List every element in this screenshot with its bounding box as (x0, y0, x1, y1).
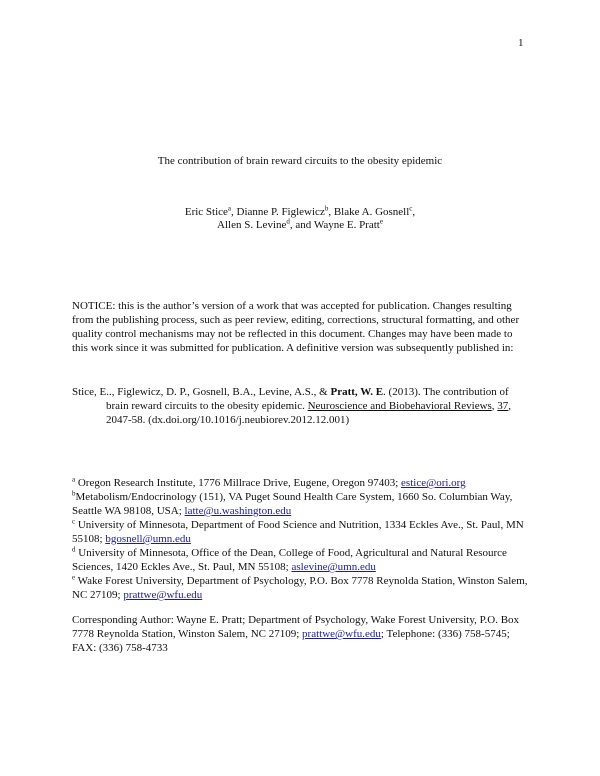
corresponding-author: Corresponding Author: Wayne E. Pratt; Department of Psychology, Wake Forest University, P.O. Box 7778 Reynolda Station, Winston Salem, NC 27109; prattwe@wfu.edu; Telephone: (336) 758-5745; FAX: (336) 758-4733 (72, 614, 520, 654)
paper-title: The contribution of brain reward circuits to the obesity epidemic (157, 155, 443, 167)
email-link[interactable]: aslevine@umn.edu (291, 561, 376, 573)
citation-bold-author: Pratt, W. E (330, 386, 384, 398)
author: Eric Stice$^a$ (184, 204, 232, 218)
author: Allen S. Levine$^d$ (217, 217, 290, 231)
email-link[interactable]: prattwe@wfu.edu (123, 589, 203, 601)
page-number: 1 (518, 37, 524, 49)
affiliation: $^e$ Wake Forest University, Department of Psychology, P.O. Box 7778 Reynolda Station, Winston Salem, NC 27109; prattwe@wfu.edu (72, 573, 528, 601)
affiliation: $^d$ University of Minnesota, Office of the Dean, College of Food, Agricultural and Natural Resource Sciences, 1420 Eckles Ave., St. Paul, MN 55108; aslevine@umn.edu (72, 545, 507, 573)
affiliations (72, 476, 528, 602)
author: Dianne P. Figlewicz$^b$ (236, 204, 329, 218)
journal-title: Neuroscience and Biobehavioral Reviews (307, 400, 492, 412)
affiliation: $^a$ Oregon Research Institute, 1776 Millrace Drive, Eugene, Oregon 97403; estice@ori.org (72, 475, 466, 489)
email-link[interactable]: estice@ori.org (401, 477, 466, 489)
affiliation: $^c$ University of Minnesota, Department of Food Science and Nutrition, 1334 Eckles Ave., St. Paul, MN 55108; bgosnell@umn.edu (72, 517, 524, 545)
author: Blake A. Gosnell$^c$ (333, 204, 413, 218)
email-link[interactable]: prattwe@wfu.edu (302, 628, 381, 640)
journal-volume: 37 (497, 400, 509, 412)
author: Wayne E. Pratt$^e$ (313, 217, 383, 231)
citation: Stice, E.., Figlewicz, D. P., Gosnell, B.A., Levine, A.S., & Pratt, W. E. (2013). The contribution of brain reward circuits to the obesity epidemic. Neuroscience and Biobehavioral Reviews, 37, 2047-58. (dx.doi.org/10.1016/j.neubiorev.2012.12.001) (72, 386, 512, 426)
author-list: Eric Stice$^a$, Dianne P. Figlewicz$^b$, Blake A. Gosnell$^c$, Allen S. Levine$^d$, and Wayne E. Pratt$^e$ (184, 204, 416, 231)
notice-paragraph: NOTICE: this is the author’s version of a work that was accepted for publication. Changes resulting from the publishing process, such as peer review, editing, corrections, structural formatting, and other quality control mechanisms may not be reflected in this document. Changes may have been made to this work since it was submitted for publication. A definitive version was subsequently published in: (72, 300, 520, 354)
email-link[interactable]: latte@u.washington.edu (184, 505, 292, 517)
email-link[interactable]: bgosnell@umn.edu (105, 533, 191, 545)
affiliation: $^b$Metabolism/Endocrinology (151), VA Puget Sound Health Care System, 1660 So. Columbian Way, Seattle WA 98108, USA; latte@u.washington.edu (72, 489, 513, 517)
